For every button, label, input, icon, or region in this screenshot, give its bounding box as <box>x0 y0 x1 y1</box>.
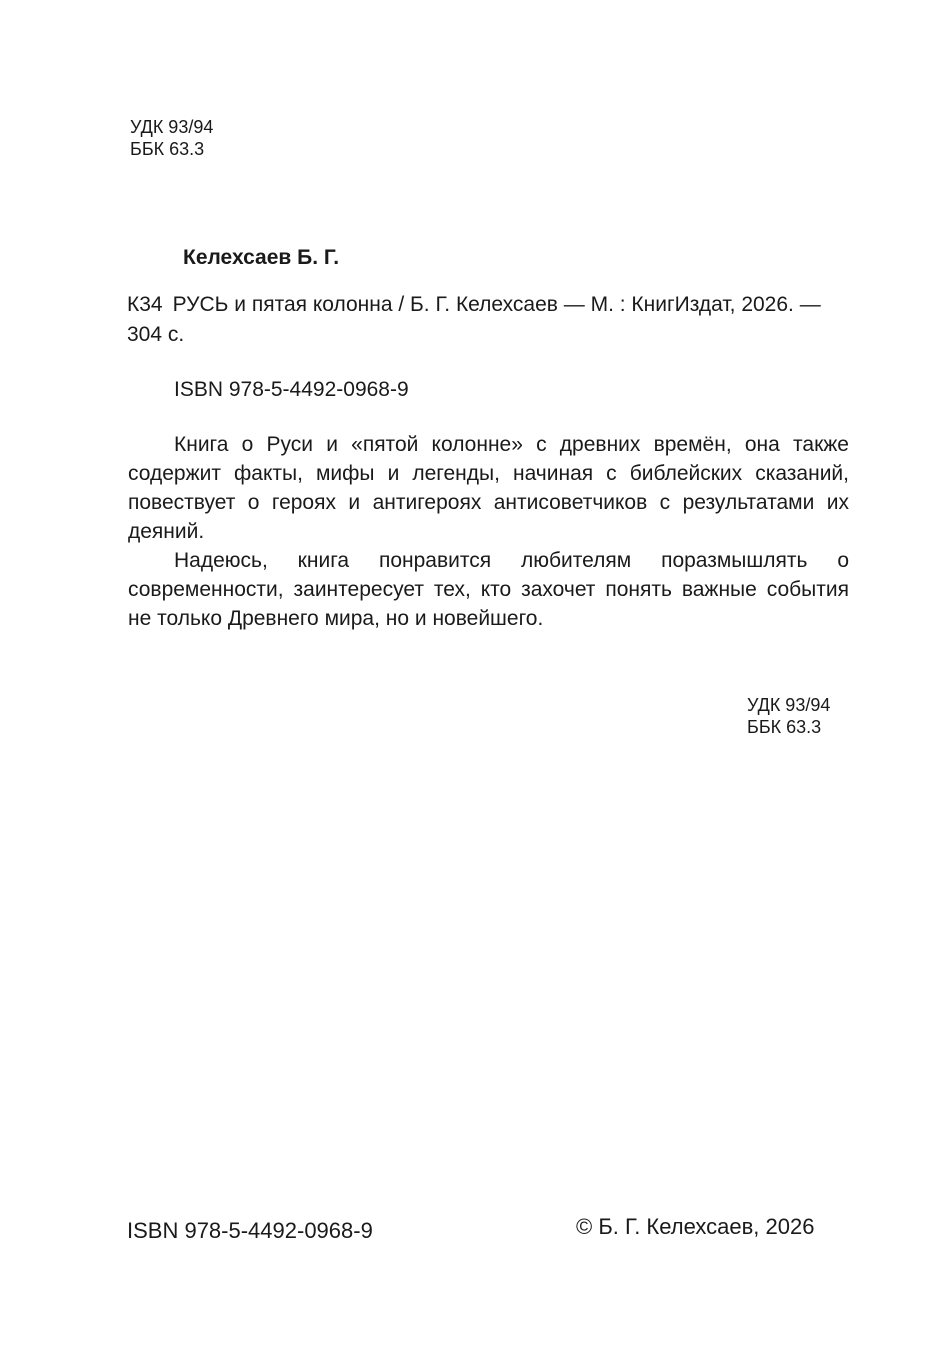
classification-top <box>130 116 213 160</box>
bibliographic-entry <box>127 290 847 350</box>
udk-code: УДК 93/94 <box>130 117 214 137</box>
annotation <box>128 430 849 633</box>
footer-isbn: ISBN 978-5-4492-0968-9 <box>127 1218 373 1243</box>
copyright-notice: © Б. Г. Келехсаев, 2026 <box>576 1214 815 1239</box>
library-code: К34 <box>127 293 163 316</box>
bbk-code: ББК 63.3 <box>130 139 205 159</box>
author-heading: Келехсаев Б. Г. <box>183 246 340 269</box>
classification-bottom <box>747 694 830 738</box>
annotation-paragraph: Надеюсь, книга понравится любителям поразмышлять о современности, заинтересует тех, кто захочет понять важные события не только Древнего мира, но и новейшего. <box>128 549 849 630</box>
bbk-code: ББК 63.3 <box>747 717 822 737</box>
udk-code: УДК 93/94 <box>747 695 831 715</box>
bibliographic-text: РУСЬ и пятая колонна / Б. Г. Келехсаев — М. : КнигИздат, 2026. — 304 с. <box>127 293 821 346</box>
isbn-main: ISBN 978-5-4492-0968-9 <box>174 378 409 401</box>
annotation-paragraph: Книга о Руси и «пятой колонне» с древних времён, она также содержит факты, мифы и легенды, начиная с библейских сказаний, повествует о героях и антигероях антисоветчиков с результатами их деяний. <box>128 433 849 543</box>
